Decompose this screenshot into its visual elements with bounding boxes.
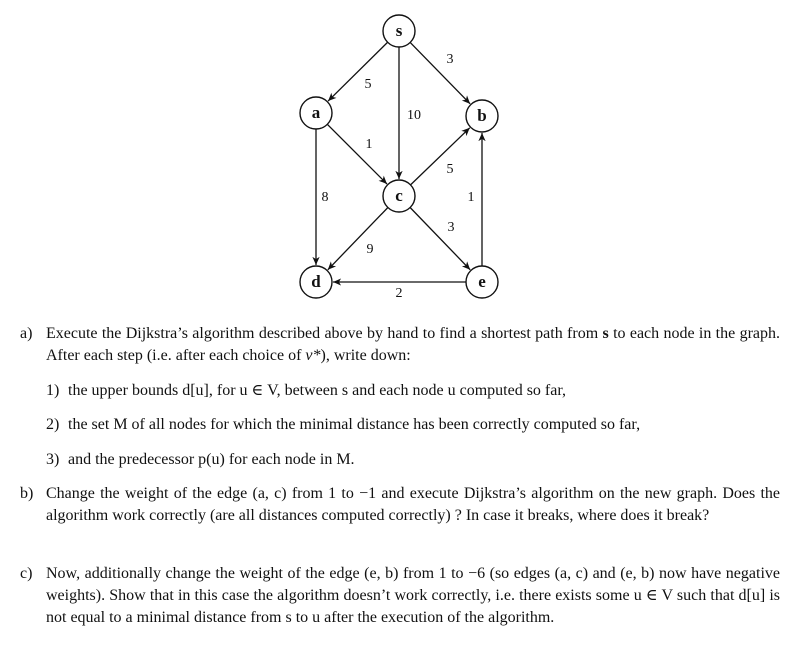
problem-a-item-3: [46, 449, 766, 471]
node-label-s: s: [395, 20, 403, 40]
node-label-e: e: [478, 271, 486, 291]
problem-a-intro-s: s: [602, 325, 609, 342]
node-label-d: d: [311, 271, 321, 291]
edge-c-e: [410, 208, 470, 270]
node-s: [383, 15, 415, 47]
weights-layer: [322, 52, 475, 301]
problem-a-intro-2: to each node in the graph. After each step (i.e. after each choice of: [46, 325, 780, 364]
edge-s-b: [410, 42, 470, 103]
problem-a-intro-3: ), write down:: [320, 347, 411, 364]
item-1-num: 1): [46, 382, 60, 399]
node-label-a: a: [311, 102, 321, 122]
node-label-b: b: [477, 105, 487, 125]
edge-weight-e-d: 2: [395, 286, 403, 302]
edge-weight-c-e: 3: [447, 220, 455, 236]
edge-weight-s-c: 10: [407, 108, 421, 124]
edge-c-d: [328, 208, 388, 270]
edge-s-a: [328, 42, 388, 101]
item-3-text: and the predecessor p(u) for each node in M.: [68, 451, 355, 468]
node-c: [383, 180, 415, 212]
problem-b: [20, 483, 780, 527]
edge-c-b: [411, 128, 470, 185]
problem-b-text: Change the weight of the edge (a, c) from 1 to −1 and execute Dijkstra’s algorithm on the new graph. Does the algorithm work correctly (are all distances computed correctly) ? In case it breaks, where does it break?: [46, 485, 780, 524]
edge-weight-s-a: 5: [364, 77, 372, 93]
problem-a-item-1: [46, 380, 766, 402]
problem-c: [20, 563, 780, 629]
problem-b-label: b): [20, 485, 34, 502]
item-2-text: the set M of all nodes for which the minimal distance has been correctly computed so far,: [68, 416, 641, 433]
problem-a-text: [46, 323, 780, 367]
edge-weight-a-c: 1: [365, 137, 373, 153]
edge-weight-c-b: 5: [446, 162, 454, 178]
edge-weight-a-d: 8: [321, 190, 329, 206]
node-b: [466, 100, 498, 132]
item-3-num: 3): [46, 451, 60, 468]
edge-weight-s-b: 3: [446, 52, 454, 68]
edge-a-c: [327, 124, 387, 184]
problem-a: [20, 323, 780, 367]
node-e: [466, 266, 498, 298]
problem-a-intro-var: v*: [305, 347, 321, 364]
node-a: [300, 97, 332, 129]
problem-a-item-2: [46, 414, 766, 436]
item-1-text: the upper bounds d[u], for u ∈ V, between s and each node u computed so far,: [68, 382, 567, 399]
edge-weight-c-d: 9: [366, 242, 374, 258]
problem-c-label: c): [20, 565, 33, 582]
graph-diagram: [0, 0, 790, 310]
edges-layer: [316, 42, 482, 282]
problem-a-intro-1: Execute the Dijkstra’s algorithm described above by hand to find a shortest path from: [46, 325, 603, 342]
node-label-c: c: [395, 185, 403, 205]
item-2-num: 2): [46, 416, 60, 433]
problem-c-text: Now, additionally change the weight of the edge (e, b) from 1 to −6 (so edges (a, c) and (e, b) now have negative weights). Show that in this case the algorithm doesn’t work correctly, i.e. there exists some u ∈ V such that d[u] is not equal to a minimal distance from s to u after the execution of the algorithm.: [46, 565, 780, 626]
problem-a-label: a): [20, 325, 33, 342]
node-d: [300, 266, 332, 298]
edge-weight-e-b: 1: [467, 190, 475, 206]
